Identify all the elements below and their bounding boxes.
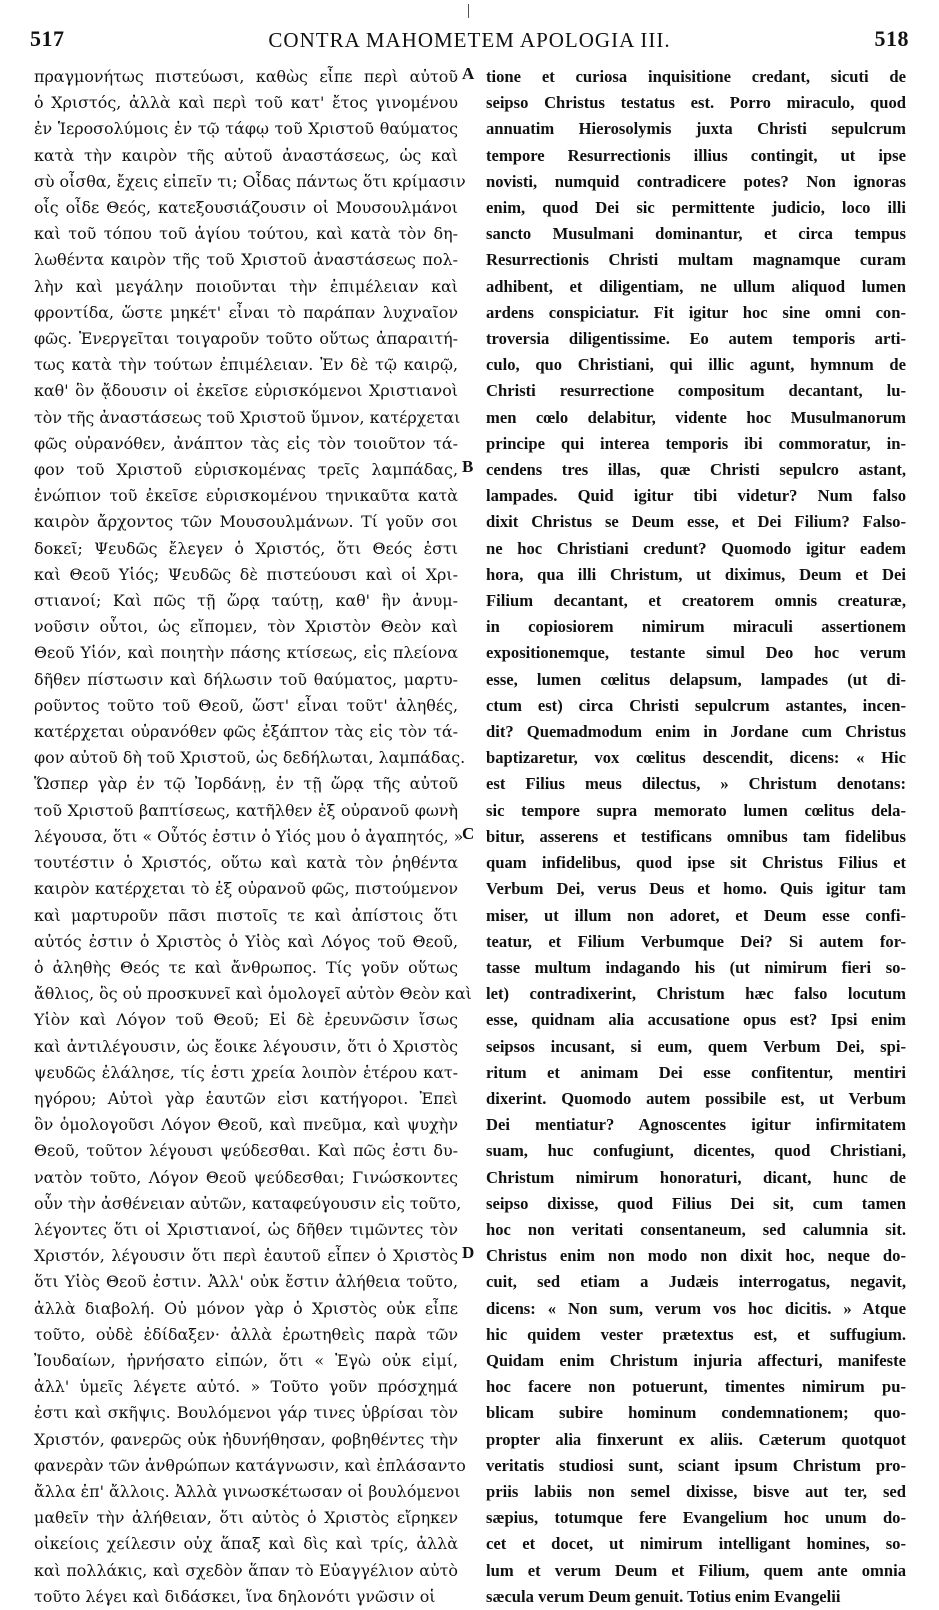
latin-text-line: ne hoc Christiani credunt? Quomodo igitur eadem: [486, 538, 906, 558]
latin-text-line: est Filius meus dilectus, » Christum denotans:: [486, 774, 906, 794]
greek-text-line: ψευδῶς ἐλάλησε, τίς ἐστι χρεία λοιπὸν ἑτέρου κατ-: [34, 1062, 458, 1082]
latin-text-line: ardens conspiciatur. Fit igitur hoc sine omni con-: [486, 302, 906, 322]
greek-text-line: τως κατὰ τὴν τούτων ἐπιμέλειαν. Ἐν δὲ τῷ καιρῷ,: [34, 355, 458, 375]
greek-text-line: λὴν καὶ μεγάλην ποιοῦνται τὴν ἐπιμέλειαν καὶ: [34, 276, 458, 296]
latin-text-line: sancto Musulmani dominantur, et circa tempus: [486, 224, 906, 244]
latin-text-line: let) contradixerint, Christum hæc falso locutum: [486, 984, 906, 1004]
latin-text-line: tione et curiosa inquisitione credant, sicuti de: [486, 67, 906, 86]
greek-text-line: μαθεῖν τὴν ἀλήθειαν, ὅτι αὐτὸς ὁ Χριστὸς εἴρηκεν: [34, 1508, 458, 1528]
latin-text-line: ctum est) circa Christi sepulcrum astantes, incen-: [486, 695, 906, 715]
greek-text-line: ἀλλ' ὑμεῖς λέγετε αὐτό. » Τοῦτο γοῦν πρόσχημά: [34, 1377, 458, 1397]
latin-text-line: enim, quod Dei sic permittente judicio, loco illi: [486, 198, 906, 218]
greek-text-line: ἄλλα ἐπ' ἄλλοις. Ἀλλὰ γινωσκέτωσαν οἱ βουλόμενοι: [34, 1481, 461, 1501]
greek-text-line: στιανοί; Καὶ πῶς τῇ ὥρᾳ ταύτῃ, καθ' ἣν ἀνυμ-: [34, 591, 458, 611]
latin-text-line: Dei mentiatur? Agnoscentes igitur infirmitatem: [486, 1115, 906, 1135]
greek-text-line: λέγοντες ὅτι οἱ Χριστιανοί, ὡς δῆθεν τιμῶντες τὸν: [34, 1219, 458, 1239]
latin-text-line: lampades. Quid igitur tibi videtur? Num falso: [486, 486, 906, 506]
latin-column: [486, 64, 906, 1606]
greek-text-line: ὃν ὁμολογοῦσι Λόγον Θεοῦ, καὶ πνεῦμα, καὶ ψυχὴν: [34, 1115, 458, 1135]
greek-text-line: φῶς οὐρανόθεν, ἀνάπτον τὰς εἰς τὸν τοιοῦτον τά-: [34, 433, 458, 453]
latin-text-line: Christum nimirum honoraturi, dicant, hunc de: [486, 1167, 906, 1187]
greek-text-line: πραγμονήτως πιστεύωσι, καθὼς εἶπε περὶ αὐτοῦ: [34, 67, 458, 86]
latin-text-line: Verbum Dei, verus Deus et homo. Quis igitur tam: [486, 879, 906, 899]
latin-text-line: Christus enim non modo non dixit hoc, neque do-: [486, 1246, 906, 1266]
latin-text-line: dixerint. Quomodo autem possibile est, ut Verbum: [486, 1088, 906, 1108]
latin-text-line: hoc facere non potuerunt, timentes nimirum pu-: [486, 1377, 906, 1397]
latin-text-line: seipso dixisse, quod Filius Dei sit, cum tamen: [486, 1193, 906, 1213]
greek-text-line: ἐνώπιον τοῦ ἐκεῖσε εὑρισκομένου τηνικαῦτα κατὰ: [34, 486, 458, 506]
latin-text-line: Filium decantant, et creatorem omnis creaturæ,: [486, 591, 906, 611]
greek-text-line: Υἱὸν καὶ Λόγον τοῦ Θεοῦ; Εἰ δὲ ἐρευνῶσιν ἴσως: [34, 1010, 458, 1030]
latin-text-line: esse, lumen cœlitus delapsum, lampades (ut di-: [486, 669, 906, 689]
latin-text-line: hora, qua illi Christum, ut diximus, Deum et Dei: [486, 564, 906, 584]
greek-text-line: καιρὸν ἄρχοντος τῶν Μουσουλμάνων. Τί γοῦν σοι: [34, 512, 458, 532]
latin-text-line: dicens: « Non sum, verum vos hoc dicitis. » Atque: [486, 1298, 906, 1318]
latin-text-line: cuit, sed etiam a Judæis interrogatus, negavit,: [486, 1272, 906, 1292]
greek-text-line: δῆθεν πίστωσιν καὶ δήλωσιν τοῦ θαύματος, μαρτυ-: [34, 669, 458, 689]
greek-text-line: καὶ πολλάκις, καὶ σχεδὸν ἅπαν τὸ Εὐαγγέλιον αὐτὸ: [34, 1560, 458, 1580]
latin-text-line: sic tempore supra memorato lumen cœlitus dela-: [486, 800, 906, 820]
latin-text-line: annuatim Hierosolymis juxta Christi sepulcrum: [486, 119, 906, 139]
latin-text-line: propter alia finxerunt ex aliis. Cæterum quotquot: [486, 1429, 906, 1449]
greek-text-line: ηγόρου; Αὐτοὶ γὰρ ἑαυτῶν εἰσι κατήγοροι. Ἐπεὶ: [34, 1088, 458, 1108]
latin-text-line: troversia diligentissime. Eo autem temporis arti-: [486, 329, 906, 349]
running-title: CONTRA MAHOMETEM APOLOGIA III.: [268, 28, 671, 52]
latin-text-line: men cœlo delabitur, vidente hoc Musulmanorum: [486, 407, 906, 427]
latin-text-line: principe qui interea temporis ibi commoratur, in-: [486, 433, 906, 453]
greek-text-line: λέγουσα, ὅτι « Οὗτός ἐστιν ὁ Υἱός μου ὁ ἀγαπητός, »: [34, 826, 464, 846]
greek-text-line: ὁ ἀληθὴς Θεός τε καὶ ἄνθρωπος. Τίς γοῦν οὕτως: [34, 957, 458, 977]
latin-text-line: sæpius, totumque fere Evangelium hoc unum do-: [486, 1508, 906, 1528]
greek-text-line: ἀλλὰ διαβολή. Οὐ μόνον γὰρ ὁ Χριστὸς οὐκ εἶπε: [34, 1298, 458, 1318]
greek-text-line: καθ' ὃν ᾄδουσιν οἱ ἐκεῖσε εὑρισκόμενοι Χριστιανοὶ: [34, 381, 458, 401]
greek-text-line: Ὥσπερ γὰρ ἐν τῷ Ἰορδάνῃ, ἐν τῇ ὥρᾳ τῆς αὐτοῦ: [34, 774, 458, 794]
page-number-left: 517: [30, 26, 65, 51]
greek-text-line: Ἰουδαίων, ἠρνήσατο εἰπών, ὅτι « Ἐγὼ οὐκ εἰμί,: [34, 1350, 458, 1370]
latin-text-line: expositionemque, testante simul Deo hoc verum: [486, 643, 906, 663]
greek-text-line: τοῦτο, οὐδὲ ἐδίδαξεν· ἀλλὰ ἐρωτηθεὶς παρὰ τῶν: [34, 1324, 458, 1344]
greek-text-line: φῶς. Ἐνεργεῖται τοιγαροῦν τοῦτο οὕτως ἀπαραιτή-: [34, 329, 458, 349]
section-marker-d: D: [462, 1243, 475, 1262]
greek-text-line: τουτέστιν ὁ Χριστός, οὕτω καὶ κατὰ τὸν ῥηθέντα: [34, 853, 458, 873]
latin-text-line: hic quidem vester prætextus est, et suffugium.: [486, 1324, 906, 1344]
latin-text-line: teatur, et Filium Verbumque Dei? Si autem for-: [486, 931, 906, 951]
latin-text-line: ritum et animam Dei esse confitentur, mentiri: [486, 1062, 906, 1082]
greek-text-line: ἐστι καὶ σκῆψις. Βουλόμενοι γάρ τινες ὑβρίσαι τὸν: [34, 1403, 458, 1423]
latin-text-line: adhibent, et diligentiam, ne ullum aliquod lumen: [486, 276, 906, 296]
greek-text-line: τὸν τῆς ἀναστάσεως τοῦ Χριστοῦ ὕμνον, κατέρχεται: [34, 407, 461, 427]
latin-text-line: veritatis studiosi sunt, sciant ipsum Christum pro-: [486, 1455, 906, 1475]
latin-text-line: sæcula verum Deum genuit. Totius enim Evangelii: [486, 1586, 841, 1606]
greek-text-line: σὺ οἶσθα, ἔχεις εἰπεῖν τι; Οἶδας πάντως ὅτι κρίμασιν: [34, 171, 466, 191]
greek-text-line: νοῦσιν οὗτοι, ὡς εἴπομεν, τὸν Χριστὸν Θεὸν καὶ: [34, 617, 458, 637]
greek-text-line: οἰκείοις χείλεσιν οὐχ ἅπαξ καὶ δὶς καὶ τρίς, ἀλλὰ: [34, 1534, 458, 1554]
greek-text-line: λωθέντα καιρὸν τῆς τοῦ Χριστοῦ ἀναστάσεως πολ-: [34, 250, 458, 270]
latin-text-line: tasse multum indagando his (ut nimirum fieri so-: [486, 957, 906, 977]
greek-text-line: ἄθλιος, ὃς οὐ προσκυνεῖ καὶ ὁμολογεῖ αὐτὸν Θεὸν καὶ: [34, 984, 472, 1004]
greek-text-line: φον τοῦ Χριστοῦ εὑρισκομένας τρεῖς λαμπάδας,: [34, 460, 458, 480]
greek-text-line: νατὸν τοῦτο, Λόγον Θεοῦ ψεύδεσθαι; Γινώσκοντες: [34, 1167, 458, 1187]
section-marker-c: C: [462, 823, 475, 843]
latin-text-line: bitur, asserens et testificans omnibus tam fidelibus: [486, 826, 906, 846]
greek-text-line: καιρὸν κατέρχεται τὸ ἐξ οὐρανοῦ φῶς, πιστούμενον: [34, 879, 458, 899]
greek-text-line: δοκεῖ; Ψευδῶς ἔλεγεν ὁ Χριστός, ὅτι Θεός ἐστι: [34, 538, 458, 558]
greek-text-line: φον αὐτοῦ δὴ τοῦ Χριστοῦ, ὡς δεδήλωται, λαμπάδας.: [34, 748, 466, 768]
latin-text-line: in copiosiorem nimirum miraculi assertionem: [486, 617, 906, 637]
greek-text-line: Χριστόν, φανερῶς οὐκ ἠδυνήθησαν, φοβηθέντες τὴν: [34, 1429, 458, 1449]
latin-text-line: baptizaretur, vox cœlitus descendit, dicens: « Hic: [486, 748, 906, 768]
latin-text-line: dixit Christus se Deum esse, et Dei Filium? Falso-: [486, 512, 906, 532]
page-number-right: 518: [874, 26, 909, 51]
latin-text-line: lum et verum Deum et Filium, quem ante omnia: [486, 1560, 906, 1580]
greek-text-line: αὐτός ἐστιν ὁ Χριστὸς ὁ Υἱὸς καὶ Λόγος τοῦ Θεοῦ,: [34, 931, 458, 951]
latin-text-line: suam, huc confugiunt, dicentes, quod Christiani,: [486, 1141, 906, 1161]
latin-text-line: quam infidelibus, quod ipse sit Christus Filius et: [486, 853, 906, 873]
latin-text-line: dit? Quemadmodum enim in Jordane cum Christus: [486, 722, 906, 742]
greek-text-line: τοῦτο λέγει καὶ διδάσκει, ἵνα δηλονότι γνῶσιν οἱ: [34, 1586, 436, 1606]
greek-text-line: οἷς οἶδε Θεός, κατεξουσιάζουσιν οἱ Μουσουλμάνοι: [34, 198, 458, 218]
greek-text-line: Θεοῦ, τοῦτον λέγουσι ψεύδεσθαι. Καὶ πῶς ἐστι δυ-: [34, 1141, 458, 1161]
latin-text-line: Christi resurrectione compositum decantant, lu-: [486, 381, 906, 401]
greek-text-line: ὁ Χριστός, ἀλλὰ καὶ περὶ τοῦ κατ' ἔτος γινομένου: [34, 93, 458, 113]
latin-text-line: tempore Resurrectionis illius contingit, ut ipse: [486, 145, 906, 165]
latin-text-line: miser, ut illum non adoret, et Deum esse confi-: [486, 905, 906, 925]
greek-text-line: τοῦ Χριστοῦ βαπτίσεως, κατῆλθεν ἐξ οὐρανοῦ φωνὴ: [34, 800, 458, 820]
greek-text-line: ὅτι Υἱὸς Θεοῦ ἐστιν. Ἀλλ' οὐκ ἔστιν ἀλήθεια τοῦτο,: [34, 1272, 458, 1292]
greek-text-line: κατὰ τὴν καιρὸν τῆς αὐτοῦ ἀναστάσεως, ὡς καὶ: [34, 145, 458, 165]
greek-text-line: κατέρχεται οὐρανόθεν φῶς ἐξάπτον τὰς εἰς τὸν τά-: [34, 722, 458, 742]
top-rule-mark: [468, 4, 469, 18]
greek-text-line: φανερὰν τῶν ἀνθρώπων κατάγνωσιν, καὶ ἐπλάσαντο: [34, 1455, 466, 1475]
latin-text-line: priis labiis non semel dixisse, bisve aut ter, sed: [486, 1481, 906, 1501]
section-markers: [458, 64, 486, 1524]
greek-text-line: καὶ ἀντιλέγουσιν, ὡς ἔοικε λέγουσιν, ὅτι ὁ Χριστὸς: [34, 1036, 458, 1056]
greek-text-line: ἐν Ἱεροσολύμοις ἐν τῷ τάφῳ τοῦ Χριστοῦ θαύματος: [34, 119, 458, 139]
latin-text-line: blicam subire hominum condemnationem; quo-: [486, 1403, 906, 1423]
latin-text-line: seipso Christus testatus est. Porro miraculo, quod: [486, 93, 906, 113]
running-header: [30, 26, 909, 60]
greek-text-line: οὖν τὴν ἀσθένειαν αὐτῶν, καταφεύγουσιν εἰς τοῦτο,: [34, 1193, 462, 1213]
greek-text-line: καὶ μαρτυροῦν πᾶσι πιστοῖς τε καὶ ἀπίστοις ὅτι: [34, 905, 458, 925]
section-marker-a: A: [462, 64, 475, 83]
greek-text-line: Θεοῦ Υἱόν, καὶ ποιητὴν πάσης κτίσεως, εἰς πλείονα: [34, 643, 458, 663]
greek-text-line: καὶ τοῦ τόπου τοῦ ἁγίου τούτου, καὶ κατὰ τὸν δη-: [34, 224, 458, 244]
latin-text-line: Resurrectionis Christi multam magnamque curam: [486, 250, 906, 270]
greek-text-line: Χριστόν, λέγουσιν ὅτι περὶ ἑαυτοῦ εἶπεν ὁ Χριστὸς: [34, 1246, 458, 1266]
greek-text-line: ροῦντος τοῦτο τοῦ Θεοῦ, ὥστ' εἶναι τοῦτ' ἀληθές,: [34, 695, 458, 715]
greek-column: [34, 64, 472, 1606]
section-marker-b: B: [462, 457, 474, 476]
latin-text-line: culo, quo Christiani, qui illic agunt, hymnum de: [486, 355, 906, 375]
latin-text-line: esse, quidnam alia accusatione opus est? Ipsi enim: [486, 1010, 906, 1030]
latin-text-line: novisti, numquid contradicere potes? Non ignoras: [486, 171, 906, 191]
latin-text-line: cet et docet, ut nimirum intelligant homines, so-: [486, 1534, 906, 1554]
greek-text-line: καὶ Θεοῦ Υἱός; Ψευδῶς δὲ πιστεύουσι καὶ οἱ Χρι-: [34, 564, 458, 584]
latin-text-line: seipsos incusant, si eum, quem Verbum Dei, spi-: [486, 1036, 906, 1056]
latin-text-line: hoc non veritati consentaneum, sed calumnia sit.: [486, 1219, 906, 1239]
latin-text-line: Quidam enim Christum injuria affecturi, manifeste: [486, 1350, 906, 1370]
latin-text-line: cendens tres illas, quæ Christi sepulcro astant,: [486, 460, 906, 480]
greek-text-line: φροντίδα, ὥστε μηκέτ' εἶναι τὸ παράπαν λυχναῖον: [34, 302, 458, 322]
